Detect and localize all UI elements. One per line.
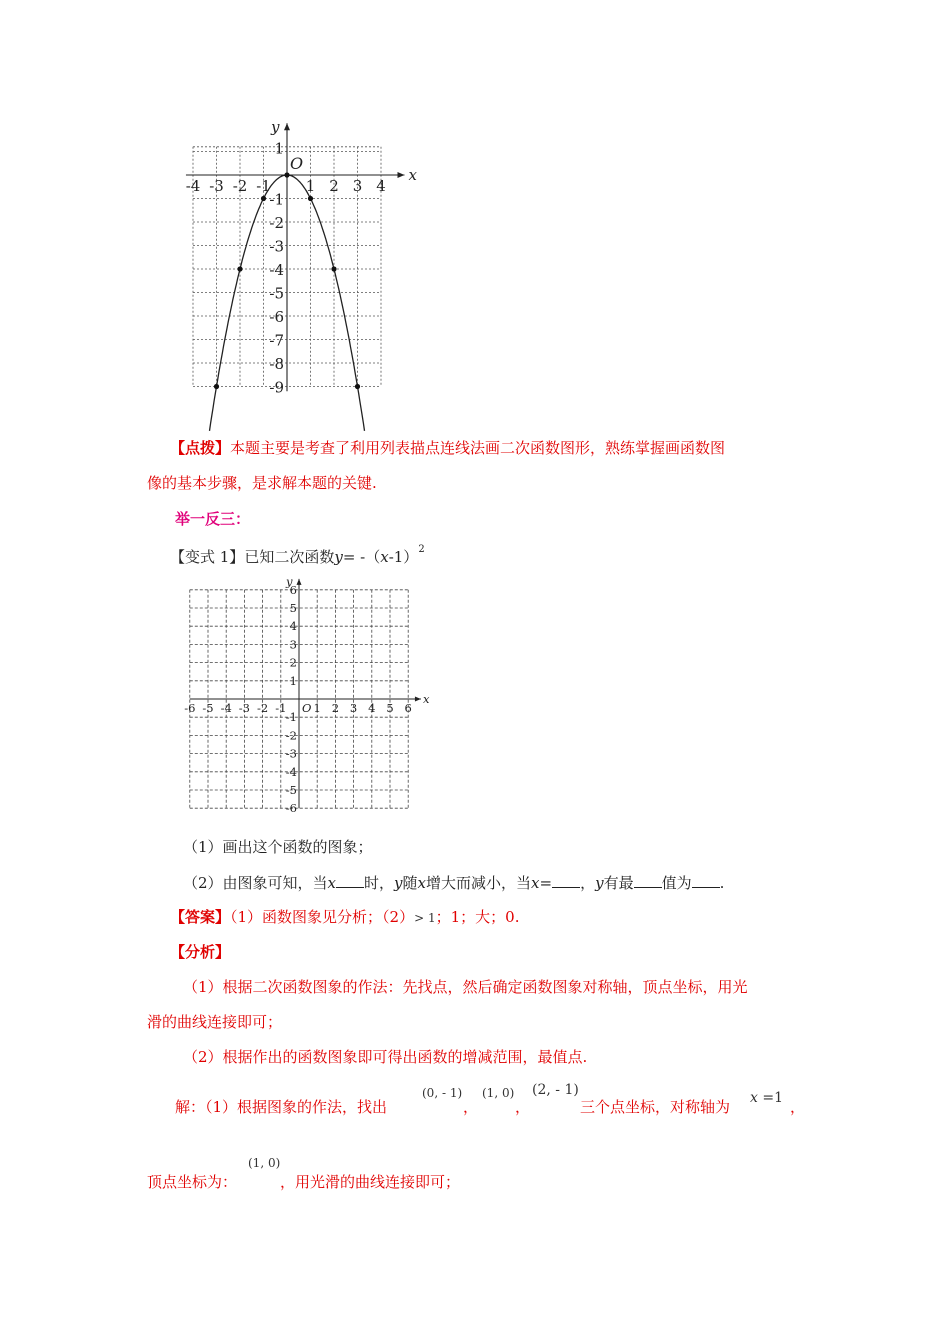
y-axis-arrow xyxy=(284,123,290,130)
formula-y: y xyxy=(334,548,343,566)
graph1-point xyxy=(284,172,289,177)
y-tick-label: -6 xyxy=(285,801,297,816)
vertex-label: 顶点坐标为： xyxy=(147,1173,238,1191)
variant-tag: 【变式 1】 xyxy=(170,548,245,566)
formula-exponent: 2 xyxy=(418,544,425,555)
note-line-1 xyxy=(170,438,725,458)
formula-eq: = -（ xyxy=(342,548,381,566)
graph1-point xyxy=(355,384,360,389)
q2-part-g: 有最 xyxy=(603,874,634,892)
q2-part-d: 增大而减小，当 xyxy=(426,874,532,892)
graph2-tick-labels xyxy=(184,575,430,816)
q2-part-c: 随 xyxy=(402,874,418,892)
answer-gt: > 1 xyxy=(414,911,436,925)
y-tick-label: -9 xyxy=(269,378,284,397)
x-tick-label: 1 xyxy=(305,177,316,195)
x-tick-label: -1 xyxy=(256,177,271,195)
y-tick-label: -4 xyxy=(285,764,297,779)
analysis-p1-a: （1）根据二次函数图象的作法：先找点，然后确定函数图象对称轴，顶点坐标，用光 xyxy=(183,978,748,996)
x-axis-arrow xyxy=(415,697,421,702)
answer-text-b: ；1；大；0. xyxy=(435,908,520,926)
x-tick-label: 1 xyxy=(313,701,321,715)
y-axis-arrow xyxy=(297,579,302,585)
y-tick-label: -1 xyxy=(285,710,297,725)
point-1-0: (1, 0) xyxy=(482,1086,515,1100)
point-0-neg1: (0, - 1) xyxy=(422,1086,463,1100)
x-tick-label: -3 xyxy=(209,177,224,195)
graph1-point xyxy=(214,384,219,389)
x-axis-arrow xyxy=(398,172,405,178)
x-tick-label: 3 xyxy=(349,701,358,715)
y-tick-label: -3 xyxy=(285,746,297,761)
answer-line xyxy=(170,907,519,928)
q2-end: . xyxy=(719,874,725,892)
x-tick-label: 5 xyxy=(386,701,394,715)
q2-x2: x xyxy=(417,874,426,892)
x-tick-label: -5 xyxy=(202,701,214,715)
x-tick-label: 4 xyxy=(376,177,386,195)
x-tick-label: -4 xyxy=(185,177,201,195)
graph1-point xyxy=(331,266,336,271)
q2-x1: x xyxy=(327,874,337,892)
y-tick-label: 2 xyxy=(289,655,297,670)
note-line-2 xyxy=(147,473,377,493)
y-tick-label: 3 xyxy=(289,637,297,652)
x-tick-label: 4 xyxy=(368,701,376,715)
solution-mid: 三个点坐标，对称轴为 xyxy=(580,1098,731,1116)
y-tick-label: 1 xyxy=(289,673,297,688)
q2-part-e: = xyxy=(539,874,553,892)
solution-label: 解：（1）根据图象的作法，找出 xyxy=(175,1098,388,1116)
solution-end: ，用光滑的曲线连接即可； xyxy=(280,1173,461,1191)
variant-text: 已知二次函数 xyxy=(244,548,335,566)
variant-question xyxy=(170,544,425,567)
axis-equation xyxy=(750,1090,783,1106)
q2-y1: y xyxy=(394,874,403,892)
formula-x: x xyxy=(380,548,389,566)
y-tick-label: -1 xyxy=(269,190,284,209)
question-1: （1）画出这个函数的图象； xyxy=(183,838,373,856)
note-text-2: 像的基本步骤，是求解本题的关键. xyxy=(147,474,377,492)
solution-comma-1: ， xyxy=(463,1098,479,1116)
axis-x: x xyxy=(750,1090,758,1106)
question-2 xyxy=(183,872,724,893)
y-tick-label: -8 xyxy=(269,355,284,373)
answer-text-a: （1）函数图象见分析；（2） xyxy=(230,908,415,926)
x-tick-label: -4 xyxy=(220,701,232,715)
y-tick-label: -2 xyxy=(285,728,297,743)
y-tick-label: -5 xyxy=(269,284,284,303)
q2-part-b: 时， xyxy=(364,874,395,892)
q2-part-h: 值为 xyxy=(661,874,692,892)
x-tick-label: 6 xyxy=(404,701,412,715)
vertex-point: (1, 0) xyxy=(248,1156,281,1170)
x-tick-label: -2 xyxy=(232,177,248,195)
axis-eq: =1 xyxy=(762,1090,783,1106)
formula-rest: -1） xyxy=(388,548,419,566)
solution-comma-3: ， xyxy=(790,1098,806,1116)
blank-3[interactable] xyxy=(634,872,662,888)
y-tick-label: -4 xyxy=(269,261,284,279)
y-tick-label: -3 xyxy=(269,237,284,256)
note-text-1: 本题主要是考查了利用列表描点连线法画二次函数图形，熟练掌握画函数图 xyxy=(230,439,726,457)
analysis-p1-b: 滑的曲线连接即可； xyxy=(147,1013,283,1031)
graph1-point xyxy=(308,196,313,201)
y-tick-label: -6 xyxy=(269,308,284,326)
x-tick-label: -6 xyxy=(184,701,196,715)
y-axis-label: y xyxy=(286,574,293,589)
x-axis-label: x xyxy=(408,166,417,184)
q2-part-f: ， xyxy=(580,874,596,892)
analysis-p2: （2）根据作出的函数图象即可得出函数的增减范围，最值点. xyxy=(183,1048,588,1066)
y-tick-label: 5 xyxy=(289,601,297,615)
y-tick-label: -5 xyxy=(285,783,297,797)
origin-label: O xyxy=(302,701,312,715)
x-tick-label: -1 xyxy=(275,701,287,715)
analysis-tag: 【分析】 xyxy=(170,943,231,961)
y-tick-label: -2 xyxy=(269,214,284,232)
y-tick-label: 4 xyxy=(289,619,297,634)
blank-4[interactable] xyxy=(692,872,720,888)
section-title: 举一反三： xyxy=(175,510,251,528)
graph1-point xyxy=(237,266,242,271)
blank-2[interactable] xyxy=(552,872,580,888)
q2-x3: x xyxy=(531,874,540,892)
point-2-neg1: (2, - 1) xyxy=(532,1082,579,1098)
x-tick-label: -3 xyxy=(238,701,251,715)
graph1-point xyxy=(261,196,266,201)
y-tick-label: -7 xyxy=(269,331,284,350)
x-axis-label: x xyxy=(422,692,430,706)
x-tick-label: 2 xyxy=(331,701,340,715)
solution-comma-2: ， xyxy=(515,1098,531,1116)
graph2-axes xyxy=(190,579,421,808)
x-tick-label: 2 xyxy=(329,177,339,195)
blank-1[interactable] xyxy=(336,872,364,888)
y-tick-label: 6 xyxy=(289,582,297,597)
q2-part-a: （2）由图象可知，当 xyxy=(183,874,328,892)
answer-tag: 【答案】 xyxy=(170,908,231,926)
empty-grid-graph xyxy=(172,568,430,818)
x-tick-label: -2 xyxy=(256,701,269,715)
parabola-graph xyxy=(170,115,420,410)
x-tick-label: 3 xyxy=(352,177,363,195)
note-tag: 【点拨】 xyxy=(170,439,231,457)
y-tick-label: 1 xyxy=(274,139,284,158)
graph1-tick-labels xyxy=(186,118,418,397)
y-axis-label: y xyxy=(271,118,280,136)
origin-label: O xyxy=(290,154,304,173)
q2-y2: y xyxy=(595,874,604,892)
